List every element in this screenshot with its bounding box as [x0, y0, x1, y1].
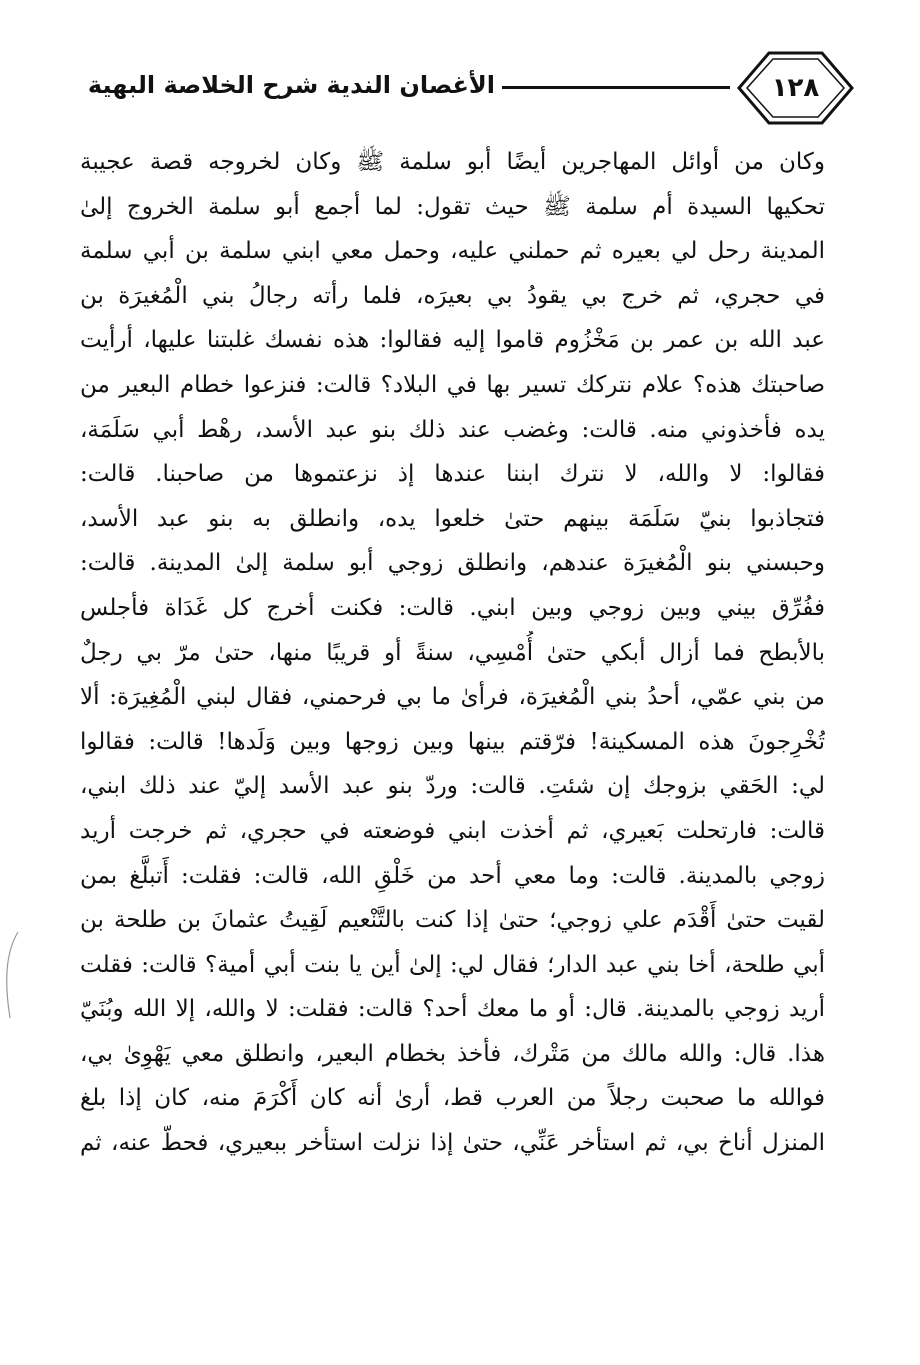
- text-line: هذا. قال: والله مالك من مَتْرك، فأخذ بخطام البعير، وانطلق معي يَهْوِىٰ بي،: [80, 1040, 825, 1067]
- text-line: فتجاذبوا بنيّ سَلَمَة بينهم حتىٰ خلعوا يده، وانطلق به بنو عبد الأسد،: [80, 505, 825, 532]
- header-rule: [502, 86, 730, 89]
- text-line: لي: الحَقي بزوجك إن شئتِ. قالت: وردّ بنو عبد الأسد إليّ عند ذلك ابني،: [80, 773, 825, 800]
- text-line: يده فأخذوني منه. قالت: وغضب عند ذلك بنو عبد الأسد، رهْط أبي سَلَمَة،: [80, 416, 825, 443]
- text-line: بالأبطح فما أزال أبكي حتىٰ أُمْسِي، سنةً أو قريبًا منها، حتىٰ مرّ بي رجلٌ: [80, 639, 825, 666]
- text-line: قالت: فارتحلت بَعيري، ثم أخذت ابني فوضعته في حجري، ثم خرجت أريد: [80, 817, 825, 844]
- text-line: تحكيها السيدة أم سلمة ﷺ حيث تقول: لما أجمع أبو سلمة الخروج إلىٰ: [80, 193, 825, 220]
- page-header: [70, 50, 855, 126]
- text-line: ففُرِّق بيني وبين زوجي وبين ابني. قالت: فكنت أخرج كل غَدَاة فأجلس: [80, 594, 825, 621]
- page-number: ١٢٨: [771, 73, 820, 103]
- text-line: أبي طلحة، أخا بني عبد الدار؛ فقال لي: إلىٰ أين يا بنت أبي أمية؟ قالت: فقلت: [80, 951, 825, 978]
- margin-scan-mark: [0, 930, 22, 1020]
- text-line: فقالوا: لا والله، لا نترك ابننا عندها إذ نزعتموها من صاحبنا. قالت:: [80, 461, 825, 488]
- text-line: أريد زوجي بالمدينة. قال: أو ما معك أحد؟ قالت: فقلت: لا والله، إلا الله وبُنَيّ: [80, 996, 825, 1023]
- text-line: وحبسني بنو الْمُغيرَة عندهم، وانطلق زوجي أبو سلمة إلىٰ المدينة. قالت:: [80, 550, 825, 577]
- text-line: لقيت حتىٰ أَقْدَم علي زوجي؛ حتىٰ إذا كنت بالتَّنْعيم لَقِيتُ عثمانَ بن طلحة بن: [80, 907, 825, 934]
- text-line: المدينة رحل لي بعيره ثم حملني عليه، وحمل معي ابني سلمة بن أبي سلمة: [80, 238, 825, 265]
- text-line: فوالله ما صحبت رجلاً من العرب قط، أرىٰ أنه كان أَكْرَمَ منه، كان إذا بلغ: [80, 1085, 825, 1112]
- text-line: تُخْرِجونَ هذه المسكينة! فرّقتم بينها وبين زوجها وبين وَلَدها! قالت: فقالوا: [80, 728, 825, 755]
- page-number-badge: [736, 50, 855, 126]
- running-title: الأغصان الندية شرح الخلاصة البهية: [87, 71, 495, 99]
- text-line: صاحبتك هذه؟ علام نتركك تسير بها في البلاد؟ قالت: فنزعوا خطام البعير من: [80, 371, 825, 398]
- text-line: وكان من أوائل المهاجرين أيضًا أبو سلمة ﷺ وكان لخروجه قصة عجيبة: [80, 149, 825, 175]
- text-line: في حجري، ثم خرج بي يقودُ بي بعيرَه، فلما رأته رجالُ بني الْمُغيرَة بن: [80, 282, 825, 309]
- text-line: من بني عمّي، أحدُ بني الْمُغيرَة، فرأىٰ ما بي فرحمني، فقال لبني الْمُغِيرَة: ألا: [80, 684, 825, 711]
- text-line: عبد الله بن عمر بن مَخْزُوم قاموا إليه فقالوا: هذه نفسك غلبتنا عليها، أرأيت: [80, 327, 825, 354]
- body-paragraph: [80, 140, 825, 1166]
- text-line: المنزل أناخ بي، ثم استأخر عَنِّي، حتىٰ إذا نزلت استأخر ببعيري، فحطّ عنه، ثم: [80, 1130, 825, 1157]
- text-line: زوجي بالمدينة. قالت: وما معي أحد من خَلْقِ الله، قالت: فقلت: أَتبلَّغ بمن: [80, 862, 825, 889]
